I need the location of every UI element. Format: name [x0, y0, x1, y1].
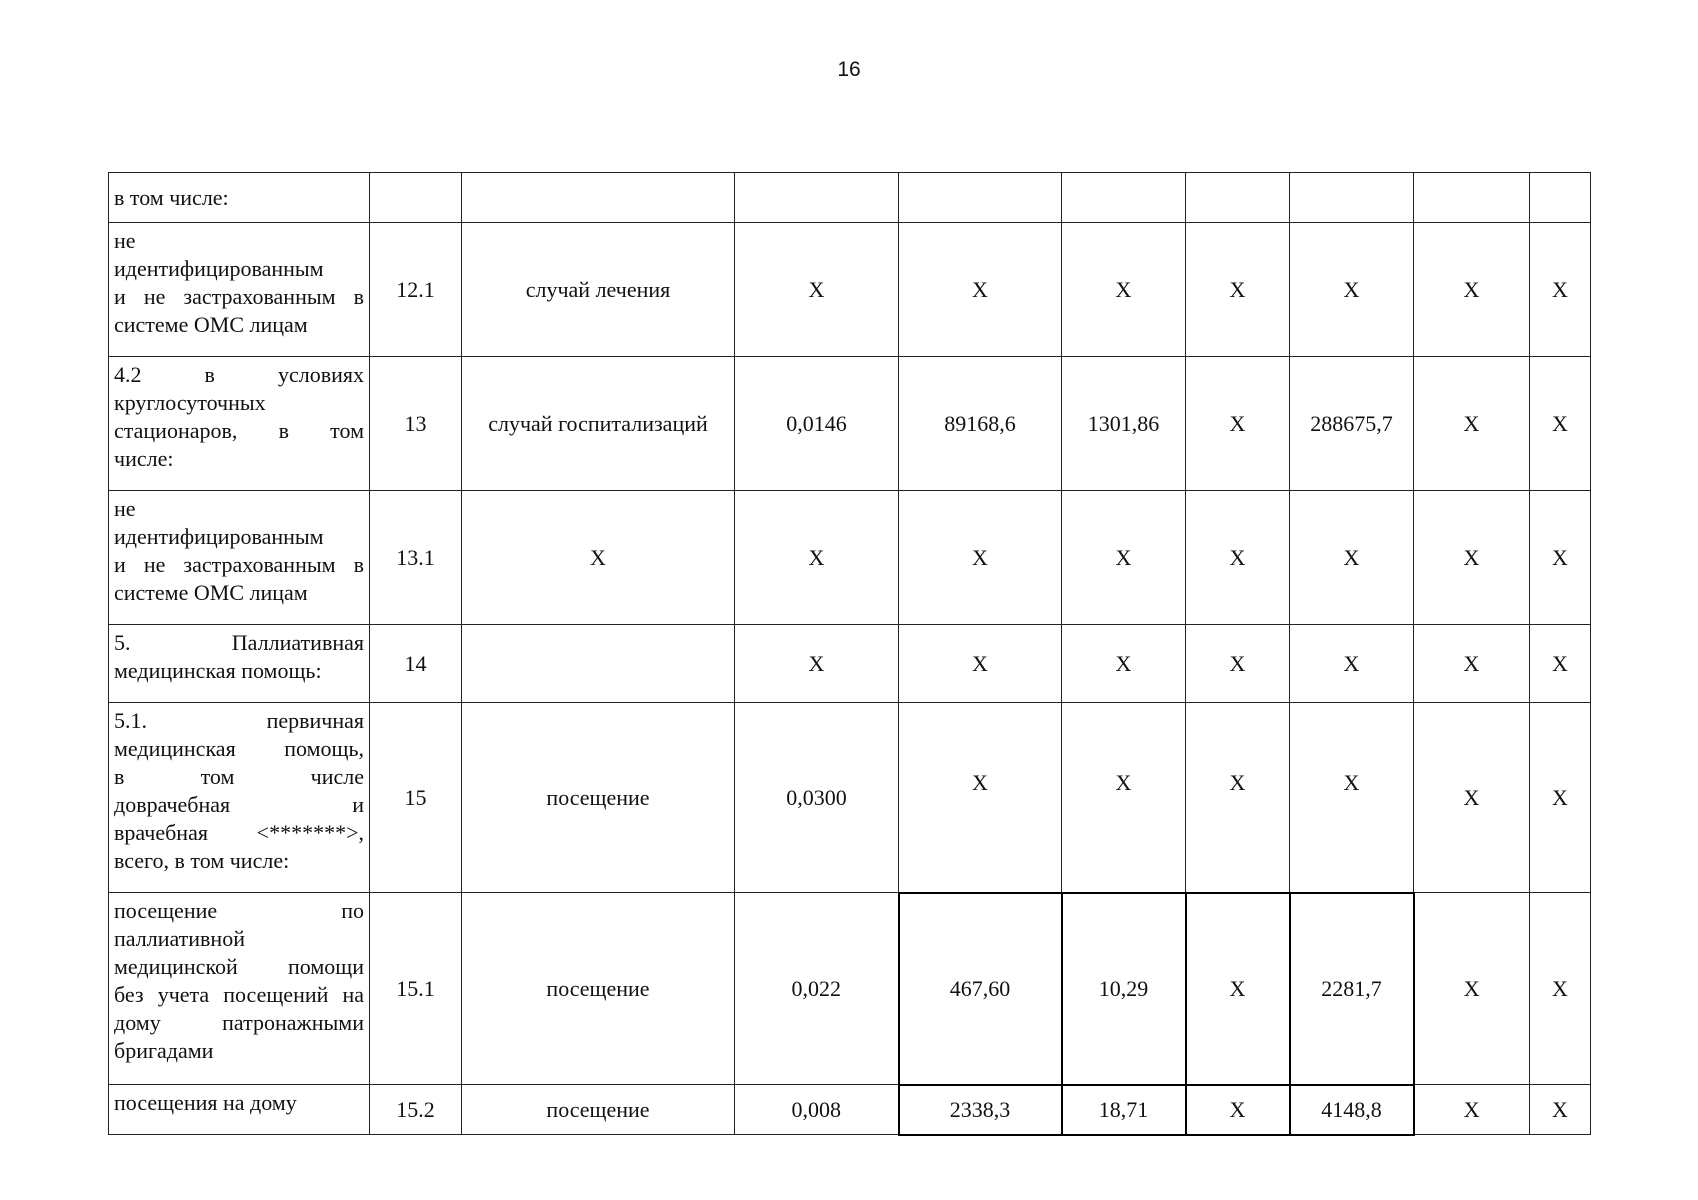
row-value-cell: Х: [899, 223, 1062, 357]
row-code: 15.2: [370, 1085, 462, 1135]
row-value-cell: Х: [1530, 357, 1591, 491]
row-code: 15.1: [370, 893, 462, 1085]
row-value-cell: Х: [1062, 703, 1186, 893]
table-row: [109, 1085, 1591, 1135]
row-value-cell: Х: [1414, 1085, 1530, 1135]
row-value-cell: Х: [735, 491, 899, 625]
row-value-cell: Х: [1414, 223, 1530, 357]
table-row: [109, 703, 1591, 893]
row-value-cell: Х: [1062, 223, 1186, 357]
row-unit: посещение: [462, 893, 735, 1085]
row-value-cell: Х: [1186, 625, 1290, 703]
row-label-line: паллиативной: [114, 926, 245, 951]
row-value-cell: 89168,6: [899, 357, 1062, 491]
row-value-cell: 0,022: [735, 893, 899, 1085]
row-code: 12.1: [370, 223, 462, 357]
row-label: [109, 223, 370, 357]
row-value-cell: 1301,86: [1062, 357, 1186, 491]
row-label-line: не: [114, 496, 136, 521]
row-label-line: стационаров, в том: [114, 418, 364, 443]
row-value-cell: Х: [1062, 491, 1186, 625]
row-value-cell: 0,0300: [735, 703, 899, 893]
table-row: [109, 357, 1591, 491]
row-value-cell: Х: [1062, 625, 1186, 703]
row-value-cell: 288675,7: [1290, 357, 1414, 491]
row-value-cell: Х: [1186, 893, 1290, 1085]
row-unit: [462, 625, 735, 703]
row-value-cell: Х: [1530, 703, 1591, 893]
row-value-cell: [1290, 173, 1414, 223]
table-row: [109, 893, 1591, 1085]
row-label: [109, 491, 370, 625]
row-label-line: медицинская помощь:: [114, 658, 322, 683]
row-label-line: посещение по: [114, 898, 364, 923]
row-label-line: посещения на дому: [114, 1090, 297, 1115]
row-unit: [462, 173, 735, 223]
row-value-cell: Х: [1414, 357, 1530, 491]
row-value-cell: Х: [1414, 703, 1530, 893]
row-label-line: идентифицированным: [114, 256, 324, 281]
row-value-cell: Х: [899, 625, 1062, 703]
row-value-cell: Х: [1186, 223, 1290, 357]
row-value-cell: Х: [899, 491, 1062, 625]
row-value-cell: Х: [1186, 703, 1290, 893]
row-value-cell: Х: [1530, 1085, 1591, 1135]
row-label-line: числе:: [114, 446, 174, 471]
row-label-line: не: [114, 228, 136, 253]
row-label: [109, 173, 370, 223]
table-row: [109, 491, 1591, 625]
row-label-line: круглосуточных: [114, 390, 266, 415]
row-label-line: системе ОМС лицам: [114, 580, 308, 605]
row-value-cell: [1186, 173, 1290, 223]
table-row: [109, 173, 1591, 223]
row-label-line: врачебная <*******>,: [114, 820, 364, 845]
row-label-line: без учета посещений на: [114, 982, 364, 1007]
row-value-cell: [1530, 173, 1591, 223]
row-code: 15: [370, 703, 462, 893]
row-label-line: 5. Паллиативная: [114, 630, 364, 655]
row-value-cell: 467,60: [899, 893, 1062, 1085]
medical-care-table: [108, 172, 1591, 1136]
row-label-line: в том числе:: [114, 184, 229, 210]
row-label-line: доврачебная и: [114, 792, 364, 817]
row-label-line: 5.1. первичная: [114, 708, 364, 733]
table-row: [109, 625, 1591, 703]
row-value-cell: [735, 173, 899, 223]
row-label-line: в том числе: [114, 764, 364, 789]
row-value-cell: Х: [1530, 223, 1591, 357]
row-value-cell: 4148,8: [1290, 1085, 1414, 1135]
row-value-cell: 18,71: [1062, 1085, 1186, 1135]
row-value-cell: [1414, 173, 1530, 223]
row-value-cell: Х: [735, 223, 899, 357]
row-code: 13.1: [370, 491, 462, 625]
row-label-line: и не застрахованным в: [114, 552, 364, 577]
table-row: [109, 223, 1591, 357]
row-value-cell: Х: [1414, 625, 1530, 703]
row-value-cell: 2338,3: [899, 1085, 1062, 1135]
row-unit: посещение: [462, 1085, 735, 1135]
row-label-line: медицинская помощь,: [114, 736, 364, 761]
row-label-line: системе ОМС лицам: [114, 312, 308, 337]
row-value-cell: Х: [1290, 223, 1414, 357]
row-value-cell: Х: [1530, 893, 1591, 1085]
row-label-line: 4.2 в условиях: [114, 362, 364, 387]
table-body: [109, 173, 1591, 1135]
row-value-cell: Х: [1186, 491, 1290, 625]
row-value-cell: 10,29: [1062, 893, 1186, 1085]
page-number: 16: [837, 58, 861, 81]
row-value-cell: Х: [735, 625, 899, 703]
row-label: [109, 1085, 370, 1135]
row-value-cell: Х: [1414, 893, 1530, 1085]
row-code: 14: [370, 625, 462, 703]
row-value-cell: Х: [1186, 357, 1290, 491]
row-value-cell: Х: [1290, 491, 1414, 625]
row-value-cell: Х: [1530, 491, 1591, 625]
row-label-line: всего, в том числе:: [114, 848, 290, 873]
row-code: [370, 173, 462, 223]
row-label: [109, 893, 370, 1085]
row-unit: случай лечения: [462, 223, 735, 357]
row-label: [109, 703, 370, 893]
row-value-cell: Х: [1530, 625, 1591, 703]
row-value-cell: Х: [899, 703, 1062, 893]
row-label-line: идентифицированным: [114, 524, 324, 549]
row-unit: Х: [462, 491, 735, 625]
row-value-cell: 2281,7: [1290, 893, 1414, 1085]
row-label-line: дому патронажными: [114, 1010, 364, 1035]
row-value-cell: [1062, 173, 1186, 223]
row-label-line: бригадами: [114, 1038, 214, 1063]
row-value-cell: Х: [1290, 703, 1414, 893]
row-value-cell: 0,008: [735, 1085, 899, 1135]
row-unit: посещение: [462, 703, 735, 893]
row-label-line: медицинской помощи: [114, 954, 364, 979]
row-value-cell: Х: [1186, 1085, 1290, 1135]
row-unit: случай госпитализаций: [462, 357, 735, 491]
row-code: 13: [370, 357, 462, 491]
row-value-cell: 0,0146: [735, 357, 899, 491]
row-value-cell: Х: [1290, 625, 1414, 703]
row-label-line: и не застрахованным в: [114, 284, 364, 309]
row-label: [109, 357, 370, 491]
row-value-cell: Х: [1414, 491, 1530, 625]
row-value-cell: [899, 173, 1062, 223]
row-label: [109, 625, 370, 703]
